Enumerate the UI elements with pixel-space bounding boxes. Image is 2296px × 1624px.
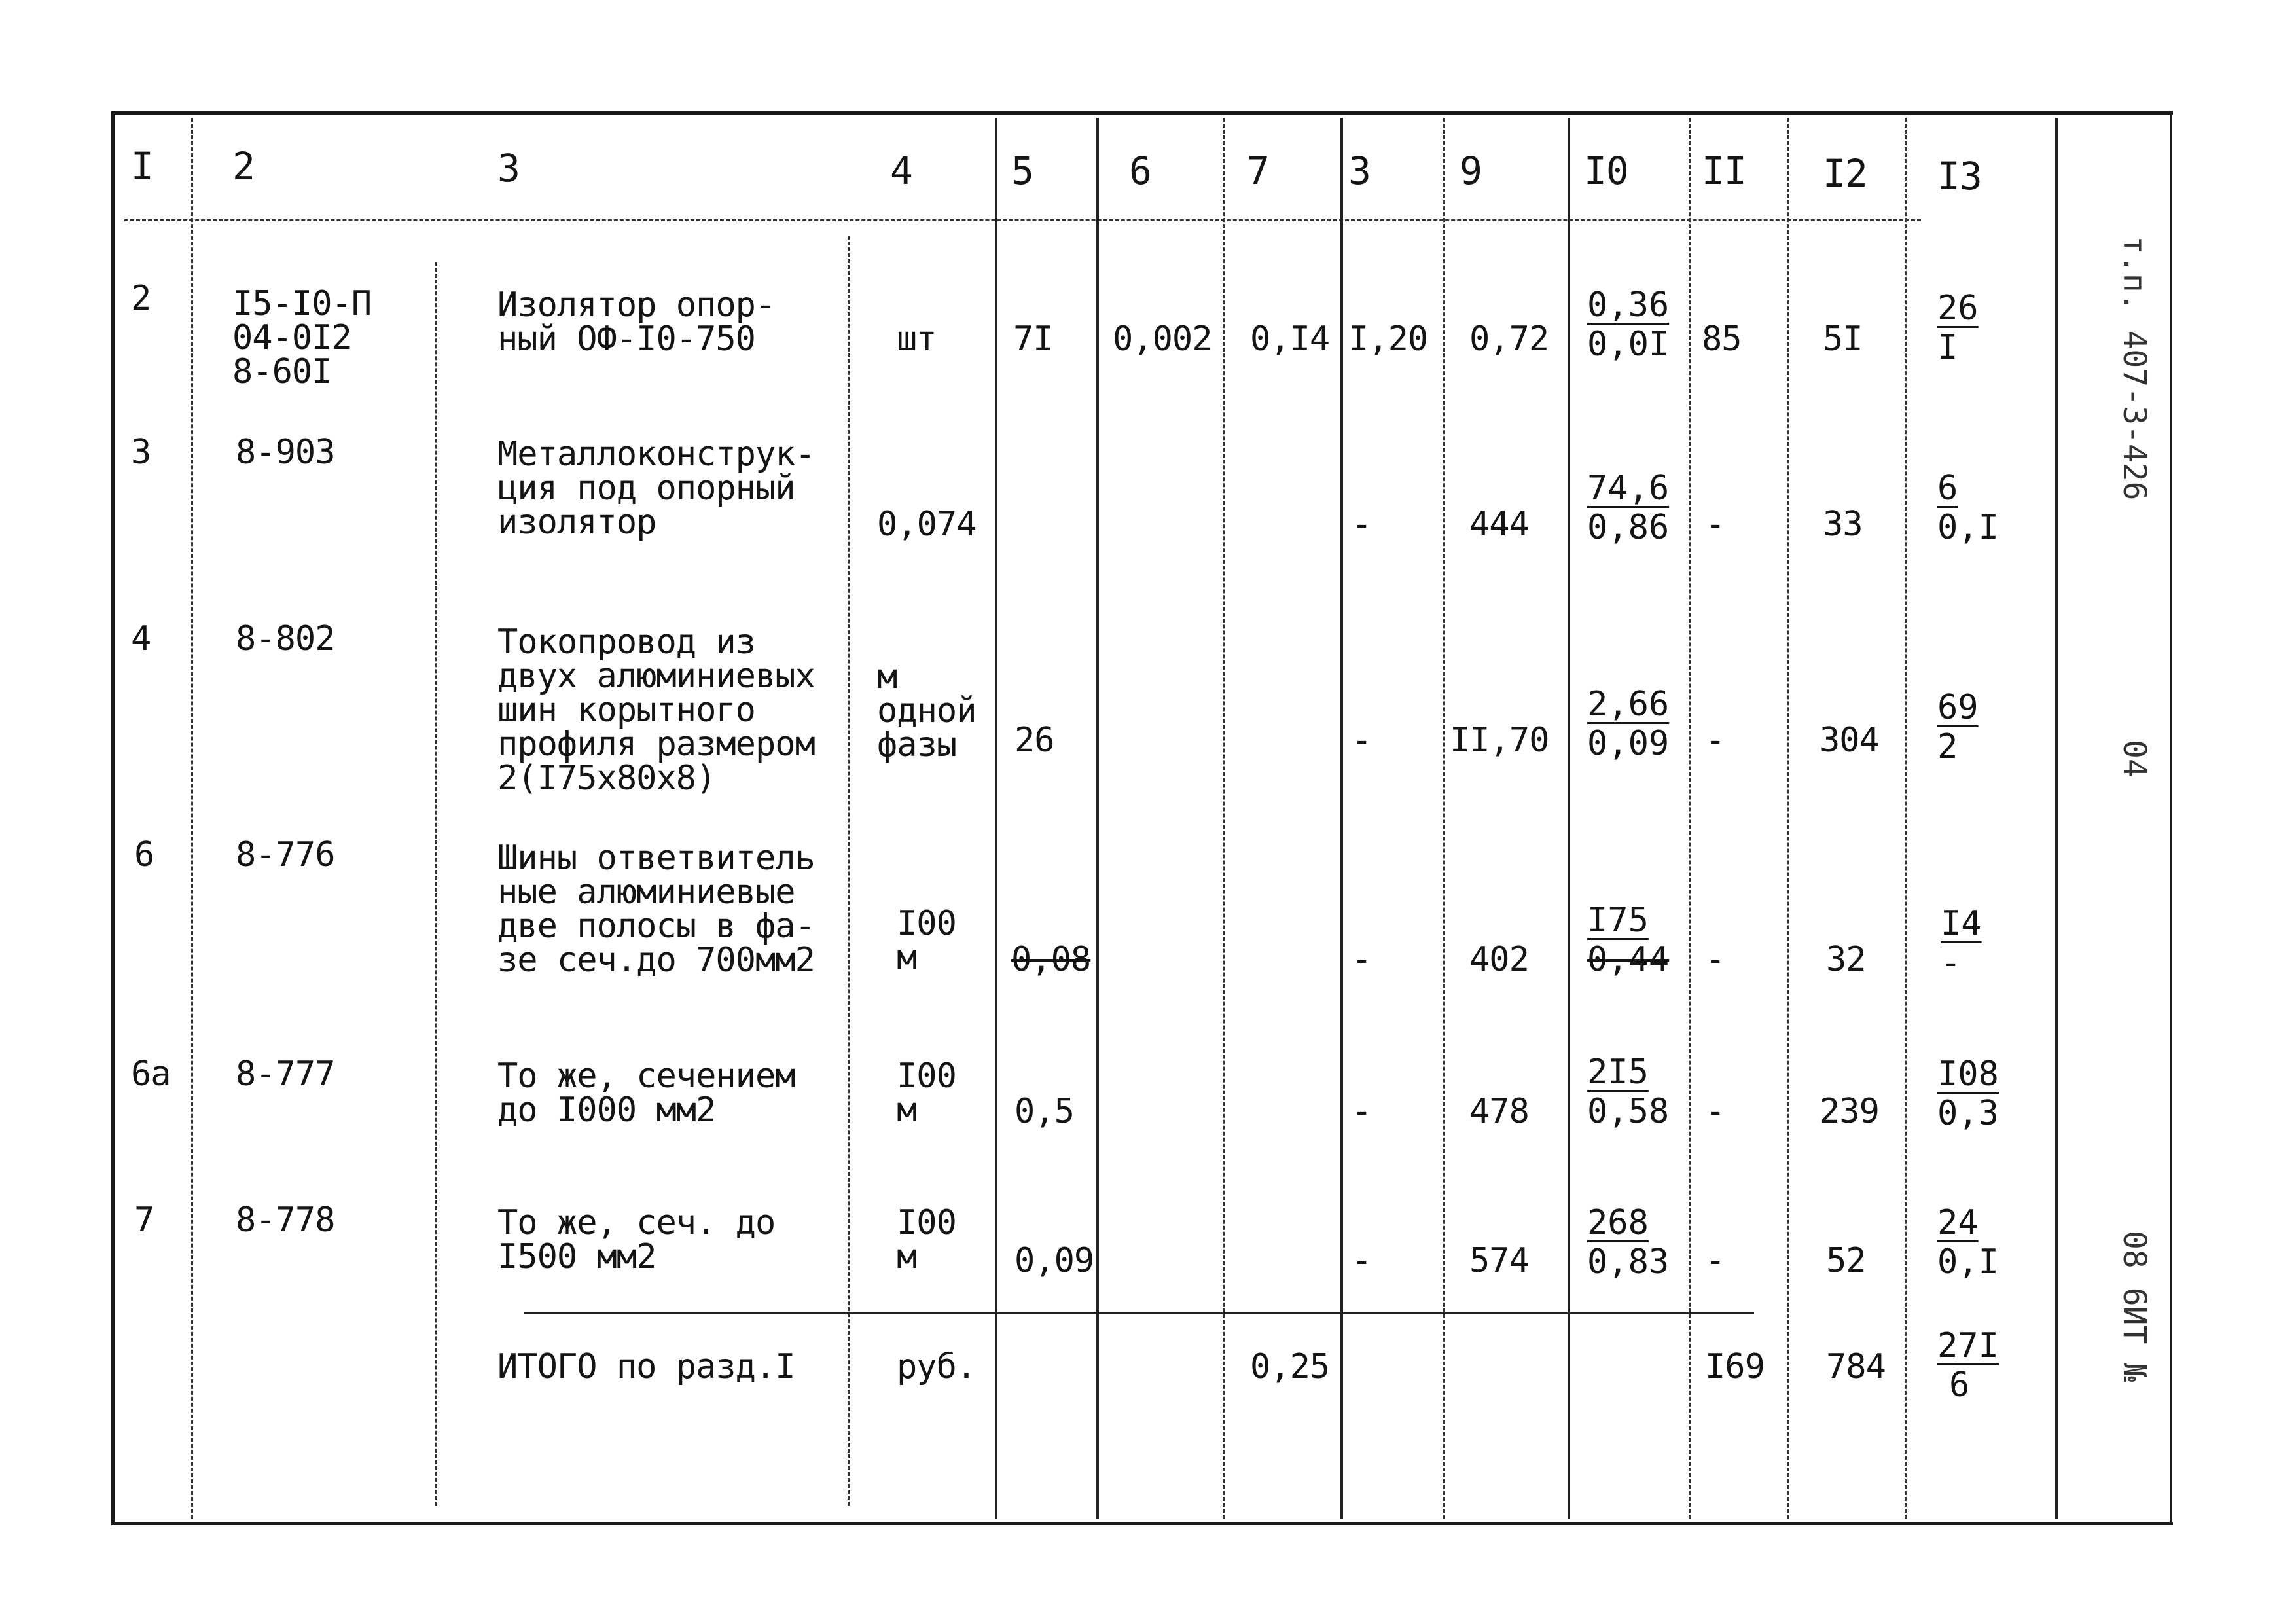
cell-row-number: 6 <box>134 835 154 875</box>
fraction-numerator: 2I5 <box>1587 1053 1649 1092</box>
cell-col-5: 0,09 <box>1014 1241 1094 1280</box>
cell-col-8: - <box>1352 940 1372 979</box>
frame-bottom <box>111 1522 2173 1525</box>
cell-col-13-fraction <box>1937 1203 1999 1282</box>
margin-inventory-number: 08 6ИТ № <box>2116 1231 2153 1382</box>
cell-col-9: 402 <box>1469 940 1529 979</box>
cell-col-6: 0,002 <box>1113 319 1212 359</box>
cell-col-11: - <box>1705 940 1725 979</box>
margin-page-number: 04 <box>2116 740 2153 778</box>
cell-col-5: 0,5 <box>1014 1092 1074 1131</box>
cell-unit: шт <box>897 319 937 359</box>
cell-col-12: 52 <box>1826 1241 1866 1280</box>
col-sep-3 <box>848 236 850 1506</box>
cell-col-8: - <box>1352 1092 1372 1131</box>
total-unit: руб. <box>897 1347 977 1386</box>
cell-col-10-fraction <box>1587 1203 1670 1282</box>
header-col-7: 7 <box>1247 149 1269 193</box>
cell-col-13-fraction <box>1937 1055 1999 1133</box>
fraction-numerator: 6 <box>1937 469 1958 508</box>
cell-col-11: 85 <box>1702 319 1742 359</box>
col-sep-11 <box>1787 118 1789 1519</box>
fraction-numerator: 2,66 <box>1587 685 1670 724</box>
cell-row-number: 4 <box>131 619 151 659</box>
total-col-12: 784 <box>1826 1347 1886 1386</box>
cell-col-13-fraction <box>1941 904 1982 983</box>
cell-unit: м одной фазы <box>877 657 977 765</box>
frame-top <box>111 111 2173 115</box>
cell-row-number: 6а <box>131 1055 171 1094</box>
cell-description: Металлоконструк- ция под опорный изолятор <box>497 435 815 542</box>
fraction-denominator: 0,09 <box>1587 724 1670 763</box>
fraction-denominator: 0,I <box>1937 508 1999 547</box>
header-col-8: 3 <box>1348 149 1371 193</box>
total-label: ИТОГО по разд.I <box>497 1347 795 1386</box>
fraction-denominator: 6 <box>1949 1365 1970 1405</box>
cell-col-7: 0,I4 <box>1250 319 1330 359</box>
fraction-numerator: 26 <box>1937 289 1979 328</box>
cell-col-11: - <box>1705 1241 1725 1280</box>
header-col-13: I3 <box>1937 154 1982 198</box>
fraction-denominator: 0,44 <box>1587 940 1670 979</box>
fraction-numerator: 69 <box>1937 688 1979 727</box>
cell-col-11: - <box>1705 505 1725 544</box>
col-sep-1 <box>191 118 193 1519</box>
cell-col-5: 7I <box>1013 319 1053 359</box>
header-col-11: II <box>1702 149 1746 193</box>
fraction-denominator: 0,86 <box>1587 508 1670 547</box>
cell-row-number: 3 <box>131 433 151 472</box>
fraction-denominator: 2 <box>1937 727 1958 767</box>
cell-col-13-fraction <box>1937 471 1999 545</box>
header-col-2: 2 <box>232 144 255 189</box>
cell-code: 8-903 <box>236 433 335 472</box>
col-sep-13 <box>2055 118 2058 1519</box>
cell-col-9: 444 <box>1469 505 1529 544</box>
cell-col-12: 5I <box>1823 319 1863 359</box>
col-sep-5 <box>1096 118 1099 1519</box>
cell-description: Токопровод из двух алюминиевых шин корытного профиля размером 2(I75x80x8) <box>497 623 815 798</box>
fraction-denominator: 0,3 <box>1937 1094 1999 1133</box>
cell-col-8: - <box>1352 1241 1372 1280</box>
header-col-6: 6 <box>1129 149 1151 193</box>
col-sep-6 <box>1223 118 1225 1519</box>
cell-col-9: II,70 <box>1450 721 1549 760</box>
header-col-4: 4 <box>890 149 912 193</box>
col-sep-8 <box>1443 118 1445 1519</box>
total-col-7: 0,25 <box>1250 1347 1330 1386</box>
cell-col-9: 574 <box>1469 1241 1529 1280</box>
header-divider <box>124 219 1921 221</box>
fraction-denominator: I <box>1937 328 1958 367</box>
fraction-numerator: 74,6 <box>1587 469 1670 508</box>
col-sep-12 <box>1905 118 1907 1519</box>
cell-col-5: 0,08 <box>1011 940 1091 979</box>
frame-right <box>2170 111 2172 1525</box>
cell-col-8: - <box>1352 505 1372 544</box>
cell-col-11: - <box>1705 721 1725 760</box>
cell-unit: I00 м <box>897 1203 956 1276</box>
fraction-numerator: 24 <box>1937 1203 1979 1242</box>
total-col-11: I69 <box>1705 1347 1765 1386</box>
cell-col-12: 32 <box>1826 940 1866 979</box>
fraction-numerator: 268 <box>1587 1203 1649 1242</box>
cell-col-12: 33 <box>1823 505 1863 544</box>
total-col-13-fraction <box>1937 1326 1999 1405</box>
cell-col-8: - <box>1352 721 1372 760</box>
cell-col-8: I,20 <box>1348 319 1428 359</box>
col-sep-10 <box>1689 118 1691 1519</box>
frame-left <box>111 111 115 1525</box>
cell-description: Изолятор опор- ный ОФ-I0-750 <box>497 285 776 359</box>
cell-unit: 0,074 <box>877 505 977 544</box>
cell-col-10-fraction <box>1587 1053 1670 1131</box>
cell-col-12: 239 <box>1820 1092 1879 1131</box>
fraction-numerator: I08 <box>1937 1055 1999 1094</box>
fraction-denominator: 0,I <box>1937 1242 1999 1282</box>
cell-unit: I00 м <box>897 1056 956 1130</box>
cell-col-10-fraction <box>1587 471 1669 545</box>
margin-project-number: т.п. 407-3-426 <box>2116 236 2153 501</box>
cell-col-13-fraction <box>1937 291 1979 365</box>
cell-code: 8-802 <box>236 619 335 659</box>
cell-code: 8-778 <box>236 1200 335 1240</box>
header-col-3: 3 <box>497 146 520 190</box>
col-sep-2 <box>435 262 437 1506</box>
col-sep-4 <box>995 118 997 1519</box>
cell-col-9: 478 <box>1469 1092 1529 1131</box>
fraction-numerator: I75 <box>1587 901 1649 940</box>
cell-description: Шины ответвитель ные алюминиевые две полосы в фа- зе сеч.до 700мм2 <box>497 839 815 980</box>
fraction-numerator: 27I <box>1937 1326 1999 1365</box>
header-col-10: I0 <box>1584 149 1628 193</box>
cell-code: 8-777 <box>236 1055 335 1094</box>
cell-description: То же, сеч. до I500 мм2 <box>497 1203 776 1276</box>
fraction-numerator: 0,36 <box>1587 285 1670 325</box>
col-sep-9 <box>1568 118 1570 1519</box>
cell-row-number: 2 <box>131 279 151 318</box>
fraction-denominator: 0,0I <box>1587 325 1670 364</box>
cell-col-10-fraction <box>1587 285 1670 364</box>
fraction-denominator: 0,83 <box>1587 1242 1670 1282</box>
header-col-9: 9 <box>1460 149 1482 193</box>
cell-col-13-fraction <box>1937 688 1979 767</box>
header-col-5: 5 <box>1011 149 1033 193</box>
total-divider <box>524 1312 1754 1314</box>
cell-col-10-fraction <box>1587 903 1669 977</box>
header-col-12: I2 <box>1823 151 1867 196</box>
fraction-denominator: 0,58 <box>1587 1092 1670 1131</box>
fraction-denominator: - <box>1941 943 1962 983</box>
col-sep-7 <box>1340 118 1343 1519</box>
cell-col-12: 304 <box>1820 721 1879 760</box>
cell-col-10-fraction <box>1587 687 1669 761</box>
cell-code: 8-776 <box>236 835 335 875</box>
cell-description: То же, сечением до I000 мм2 <box>497 1056 795 1130</box>
cell-unit: I00 м <box>897 904 956 977</box>
cell-col-11: - <box>1705 1092 1725 1131</box>
cell-col-9: 0,72 <box>1469 319 1549 359</box>
header-col-1: I <box>131 144 153 189</box>
fraction-numerator: I4 <box>1941 904 1982 943</box>
cell-row-number: 7 <box>134 1200 154 1240</box>
cell-col-5: 26 <box>1014 721 1054 760</box>
cell-code: I5-I0-П 04-0I2 8-60I <box>232 284 372 391</box>
